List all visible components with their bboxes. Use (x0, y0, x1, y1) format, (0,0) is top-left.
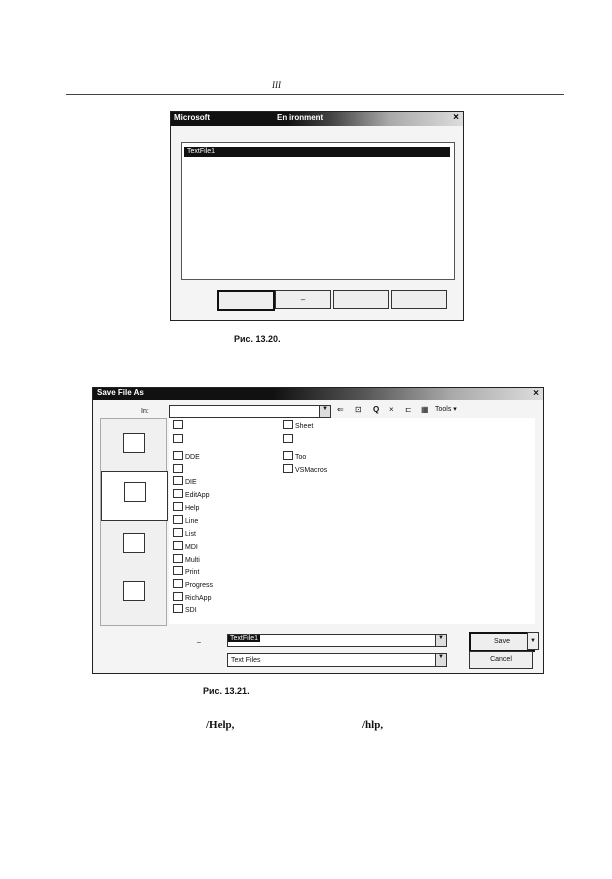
list-item[interactable]: Help (173, 502, 199, 514)
list-item[interactable]: DDE (173, 451, 200, 463)
folder-icon (124, 482, 146, 502)
page-number: III (272, 80, 281, 90)
list-item[interactable] (283, 434, 295, 446)
folder-icon (173, 420, 183, 429)
dialog-title-bar (93, 388, 543, 400)
dialog-button-2[interactable]: – (275, 290, 331, 309)
history-icon (123, 433, 145, 453)
selected-list-item[interactable]: TextFile1 (184, 147, 450, 157)
environment-dialog (170, 111, 464, 321)
new-folder-icon[interactable]: ⊏ (405, 405, 412, 414)
chevron-down-icon[interactable]: ▼ (319, 406, 330, 417)
folder-icon (283, 464, 293, 473)
place-favorites[interactable] (101, 571, 166, 619)
dialog-button-1[interactable] (217, 290, 275, 311)
place-my-documents[interactable] (101, 471, 168, 521)
title-text-1: Microsoft (174, 113, 210, 122)
list-item[interactable]: List (173, 528, 196, 540)
file-name-dash: – (197, 639, 201, 646)
list-item[interactable]: RichApp (173, 592, 211, 604)
save-as-type-select[interactable] (227, 653, 447, 667)
folder-icon (173, 592, 183, 601)
save-in-label: In: (141, 408, 149, 415)
favorites-icon (123, 581, 145, 601)
figure-caption-13-21: Рис. 13.21. (203, 686, 250, 696)
place-history[interactable] (101, 423, 166, 471)
folder-icon (173, 579, 183, 588)
dialog-button-3[interactable] (333, 290, 389, 309)
folder-icon (173, 604, 183, 613)
folder-icon (173, 502, 183, 511)
save-file-as-dialog (92, 387, 544, 674)
folder-listing (169, 418, 535, 624)
folder-icon (173, 464, 183, 473)
up-folder-icon[interactable]: ⊡ (355, 405, 362, 414)
dialog-button-4[interactable] (391, 290, 447, 309)
folder-icon (283, 420, 293, 429)
folder-icon (173, 434, 183, 443)
body-text-hlp: /hlp, (362, 719, 384, 731)
save-options-dropdown-icon[interactable]: ▼ (527, 632, 539, 650)
file-name-value: TextFile1 (230, 635, 259, 642)
list-item[interactable]: Multi (173, 554, 200, 566)
close-icon[interactable]: × (453, 112, 459, 123)
folder-icon (173, 451, 183, 460)
list-item[interactable] (173, 420, 185, 432)
body-text-help: /Help, (206, 719, 235, 731)
save-button[interactable]: Save (469, 632, 535, 652)
list-item[interactable]: Too (283, 451, 306, 463)
place-desktop[interactable] (101, 523, 166, 571)
folder-icon (173, 515, 183, 524)
places-bar (100, 418, 167, 626)
chevron-down-icon[interactable]: ▼ (435, 635, 446, 646)
folder-icon (173, 554, 183, 563)
file-name-input[interactable] (227, 634, 447, 647)
search-web-icon[interactable]: Q (373, 405, 380, 414)
list-item[interactable]: DIE (173, 476, 197, 488)
header-rule (66, 94, 564, 95)
list-item[interactable]: EditApp (173, 489, 210, 501)
list-item[interactable]: Line (173, 515, 198, 527)
dialog-title: Save File As (97, 388, 144, 397)
list-item[interactable]: Progress (173, 579, 213, 591)
list-item[interactable]: Sheet (283, 420, 313, 432)
list-item[interactable]: SDI (173, 604, 197, 616)
list-item[interactable]: VSMacros (283, 464, 327, 476)
save-in-combo[interactable] (169, 405, 331, 418)
figure-caption-13-20: Рис. 13.20. (234, 334, 281, 344)
chevron-down-icon[interactable]: ▼ (435, 654, 446, 666)
folder-icon (283, 451, 293, 460)
save-as-type-value: Text Files (231, 657, 261, 664)
folder-icon (173, 566, 183, 575)
tools-menu[interactable]: Tools ▾ (435, 406, 457, 413)
views-icon[interactable]: ▦ (421, 405, 429, 414)
desktop-icon (123, 533, 145, 553)
delete-icon[interactable]: × (389, 405, 394, 414)
folder-icon (283, 434, 293, 443)
folder-icon (173, 476, 183, 485)
folder-icon (173, 528, 183, 537)
cancel-button[interactable]: Cancel (469, 651, 533, 669)
list-item[interactable] (173, 434, 185, 446)
dialog-title-bar (171, 112, 463, 126)
folder-icon (173, 541, 183, 550)
folder-icon (173, 489, 183, 498)
list-item[interactable]: Print (173, 566, 199, 578)
list-item[interactable] (173, 464, 185, 476)
file-listbox[interactable] (181, 142, 455, 280)
list-item[interactable]: MDI (173, 541, 198, 553)
back-icon[interactable]: ⇐ (337, 405, 344, 414)
title-text-2: En (277, 113, 288, 122)
title-text-3: ironment (289, 113, 324, 122)
close-icon[interactable]: × (533, 388, 539, 399)
